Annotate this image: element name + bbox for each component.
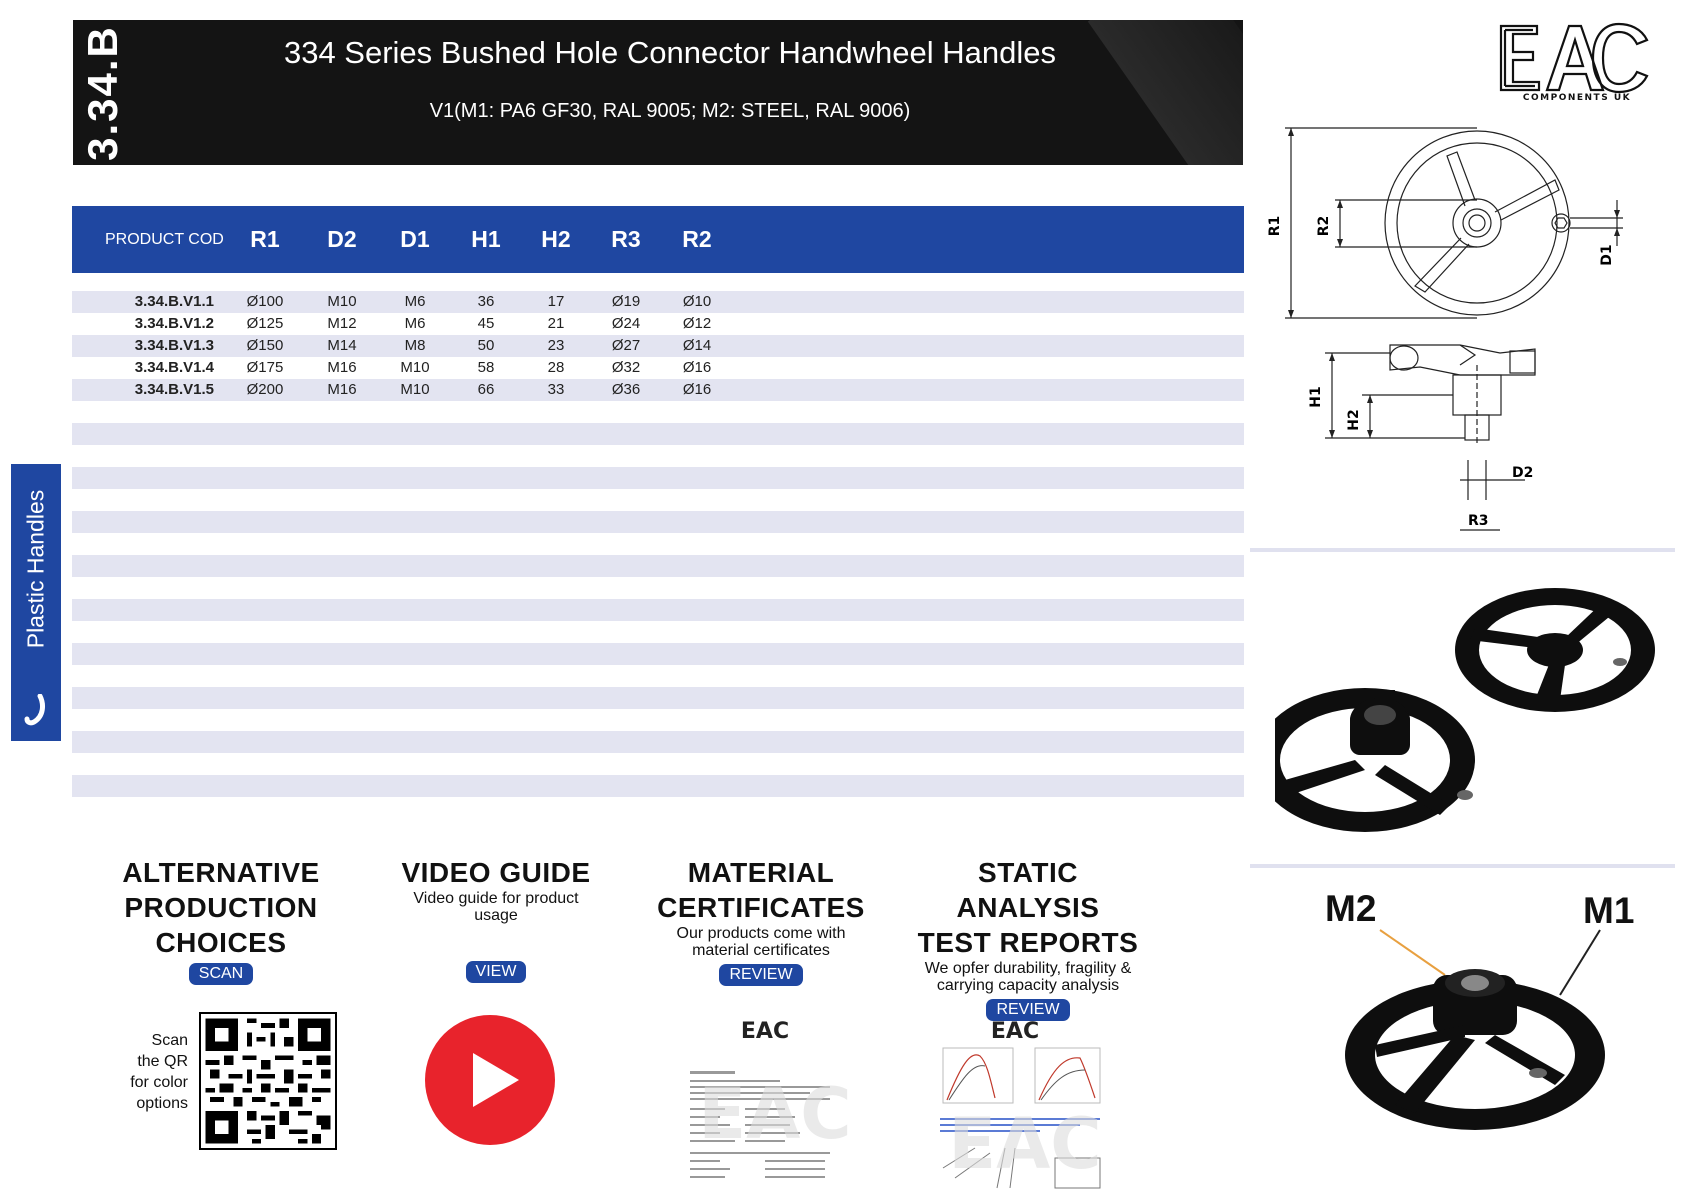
cell-h1: 58	[477, 359, 495, 376]
cell-r2: Ø16	[682, 381, 712, 398]
col-d1: D1	[400, 226, 430, 252]
page-title: 334 Series Bushed Hole Connector Handwheel Handles	[283, 35, 1057, 70]
page-subtitle: V1(M1: PA6 GF30, RAL 9005; M2: STEEL, RAL 9006)	[429, 100, 911, 122]
col-d2: D2	[327, 226, 357, 252]
cell-r3: Ø24	[611, 315, 641, 332]
static-desc-line: We opfer durability, fragility &	[924, 960, 1132, 977]
cell-h2: 28	[547, 359, 565, 376]
cell-d2: M10	[327, 293, 357, 310]
video-desc-line: Video guide for product	[413, 890, 579, 907]
cell-code: 3.34.B.V1.1	[134, 293, 214, 310]
svg-text:EAC: EAC	[698, 1073, 852, 1155]
table-row	[72, 357, 1244, 379]
cell-d1: M6	[404, 315, 426, 332]
qr-note-line: options	[136, 1095, 188, 1112]
table-row	[72, 335, 1244, 357]
cell-r1: Ø125	[246, 315, 284, 332]
feature-video	[380, 855, 612, 983]
material-label-m1: M1	[1583, 890, 1635, 931]
cell-h2: 33	[547, 381, 565, 398]
svg-text:D2: D2	[1512, 465, 1534, 481]
product-photo	[1275, 570, 1655, 855]
handle-icon	[24, 694, 48, 731]
empty-row-stripe	[72, 467, 1244, 489]
static-desc-line: carrying capacity analysis	[936, 977, 1120, 994]
feature-alternative	[105, 855, 337, 985]
empty-row-stripe	[72, 775, 1244, 797]
cell-h2: 23	[547, 337, 565, 354]
empty-row-stripe	[72, 643, 1244, 665]
svg-text:EAC: EAC	[990, 1019, 1040, 1044]
empty-row-stripe	[72, 687, 1244, 709]
col-h2: H2	[541, 226, 571, 252]
category-label: Plastic Handles	[22, 489, 49, 649]
divider	[1250, 864, 1675, 868]
certificates-desc-line: material certificates	[692, 942, 830, 959]
cell-d2: M16	[327, 381, 357, 398]
cell-h1: 66	[477, 381, 495, 398]
alternative-title-line: ALTERNATIVE	[122, 857, 320, 888]
qr-note-line: Scan	[151, 1032, 188, 1049]
view-button[interactable]: VIEW	[466, 961, 527, 983]
video-desc-line: usage	[474, 907, 518, 924]
empty-row-stripe	[72, 599, 1244, 621]
cell-r3: Ø36	[611, 381, 641, 398]
qr-note-line: the QR	[137, 1053, 188, 1070]
svg-text:H2: H2	[1346, 409, 1362, 431]
play-icon	[473, 1053, 519, 1107]
cell-r1: Ø200	[246, 381, 284, 398]
static-title-line: TEST REPORTS	[917, 927, 1139, 958]
cell-h2: 21	[547, 315, 565, 332]
cell-d2: M12	[327, 315, 357, 332]
svg-text:EAC: EAC	[948, 1103, 1102, 1185]
alternative-title-line: PRODUCTION	[124, 892, 318, 923]
cell-d1: M10	[400, 359, 430, 376]
series-code: 3.34.B	[79, 24, 126, 161]
cell-r3: Ø32	[611, 359, 641, 376]
certificate-thumbnail[interactable]	[685, 1008, 855, 1195]
cell-r1: Ø100	[246, 293, 284, 310]
cell-r1: Ø175	[246, 359, 284, 376]
drawing-side-view	[1300, 335, 1570, 545]
empty-row-stripe	[72, 511, 1244, 533]
scan-button[interactable]: SCAN	[189, 963, 253, 985]
svg-text:R1: R1	[1267, 215, 1283, 237]
cell-d1: M10	[400, 381, 430, 398]
svg-text:EAC: EAC	[740, 1019, 790, 1044]
cell-h2: 17	[547, 293, 565, 310]
col-r3: R3	[611, 226, 641, 252]
certificates-title-line: MATERIAL	[687, 857, 835, 888]
play-video-button[interactable]	[425, 1015, 555, 1145]
cell-r2: Ø12	[682, 315, 712, 332]
col-h1: H1	[471, 226, 501, 252]
category-side-tab[interactable]	[11, 464, 61, 741]
cell-code: 3.34.B.V1.5	[134, 381, 214, 398]
test-report-thumbnail[interactable]	[935, 1008, 1110, 1195]
cell-d1: M6	[404, 293, 426, 310]
svg-text:R3: R3	[1468, 513, 1489, 529]
cell-h1: 50	[477, 337, 495, 354]
feature-certificates	[645, 855, 877, 986]
table-row	[72, 313, 1244, 335]
table-body	[72, 291, 1244, 401]
cell-r2: Ø14	[682, 337, 712, 354]
cell-code: 3.34.B.V1.3	[134, 337, 214, 354]
qr-code[interactable]	[199, 1012, 337, 1150]
review-certificates-button[interactable]: REVIEW	[719, 964, 802, 986]
cell-code: 3.34.B.V1.2	[134, 315, 214, 332]
cell-d2: M14	[327, 337, 357, 354]
table-row	[72, 291, 1244, 313]
qr-note	[110, 1030, 188, 1114]
material-photo	[1335, 925, 1635, 1140]
svg-text:H1: H1	[1308, 386, 1324, 408]
cell-r1: Ø150	[246, 337, 284, 354]
divider	[1250, 548, 1675, 552]
cell-d1: M8	[404, 337, 426, 354]
cell-h1: 45	[477, 315, 495, 332]
svg-text:R2: R2	[1316, 215, 1332, 237]
static-title-line: STATIC ANALYSIS	[956, 857, 1100, 923]
certificates-desc-line: Our products come with	[676, 925, 846, 942]
cell-code: 3.34.B.V1.4	[134, 359, 214, 376]
drawing-front-view	[1265, 120, 1625, 330]
material-label-m2: M2	[1325, 888, 1377, 929]
cell-r3: Ø19	[611, 293, 641, 310]
alternative-title-line: CHOICES	[155, 927, 287, 958]
video-title: VIDEO GUIDE	[401, 857, 591, 888]
empty-row-stripe	[72, 555, 1244, 577]
col-product-cod: PRODUCT COD	[105, 231, 224, 248]
qr-note-line: for color	[130, 1074, 188, 1091]
col-r1: R1	[250, 226, 280, 252]
eac-logo	[1497, 18, 1657, 108]
feature-static-analysis	[912, 855, 1144, 1021]
table-row	[72, 379, 1244, 401]
svg-text:D1: D1	[1599, 244, 1615, 266]
empty-row-stripe	[72, 423, 1244, 445]
cell-r3: Ø27	[611, 337, 641, 354]
cell-d2: M16	[327, 359, 357, 376]
certificates-title-line: CERTIFICATES	[657, 892, 865, 923]
col-r2: R2	[682, 226, 712, 252]
review-static-button[interactable]: REVIEW	[986, 999, 1069, 1021]
svg-text:COMPONENTS UK: COMPONENTS UK	[1522, 93, 1632, 103]
cell-r2: Ø10	[682, 293, 712, 310]
table-header	[72, 206, 1244, 273]
cell-h1: 36	[477, 293, 495, 310]
cell-r2: Ø16	[682, 359, 712, 376]
empty-row-stripe	[72, 731, 1244, 753]
